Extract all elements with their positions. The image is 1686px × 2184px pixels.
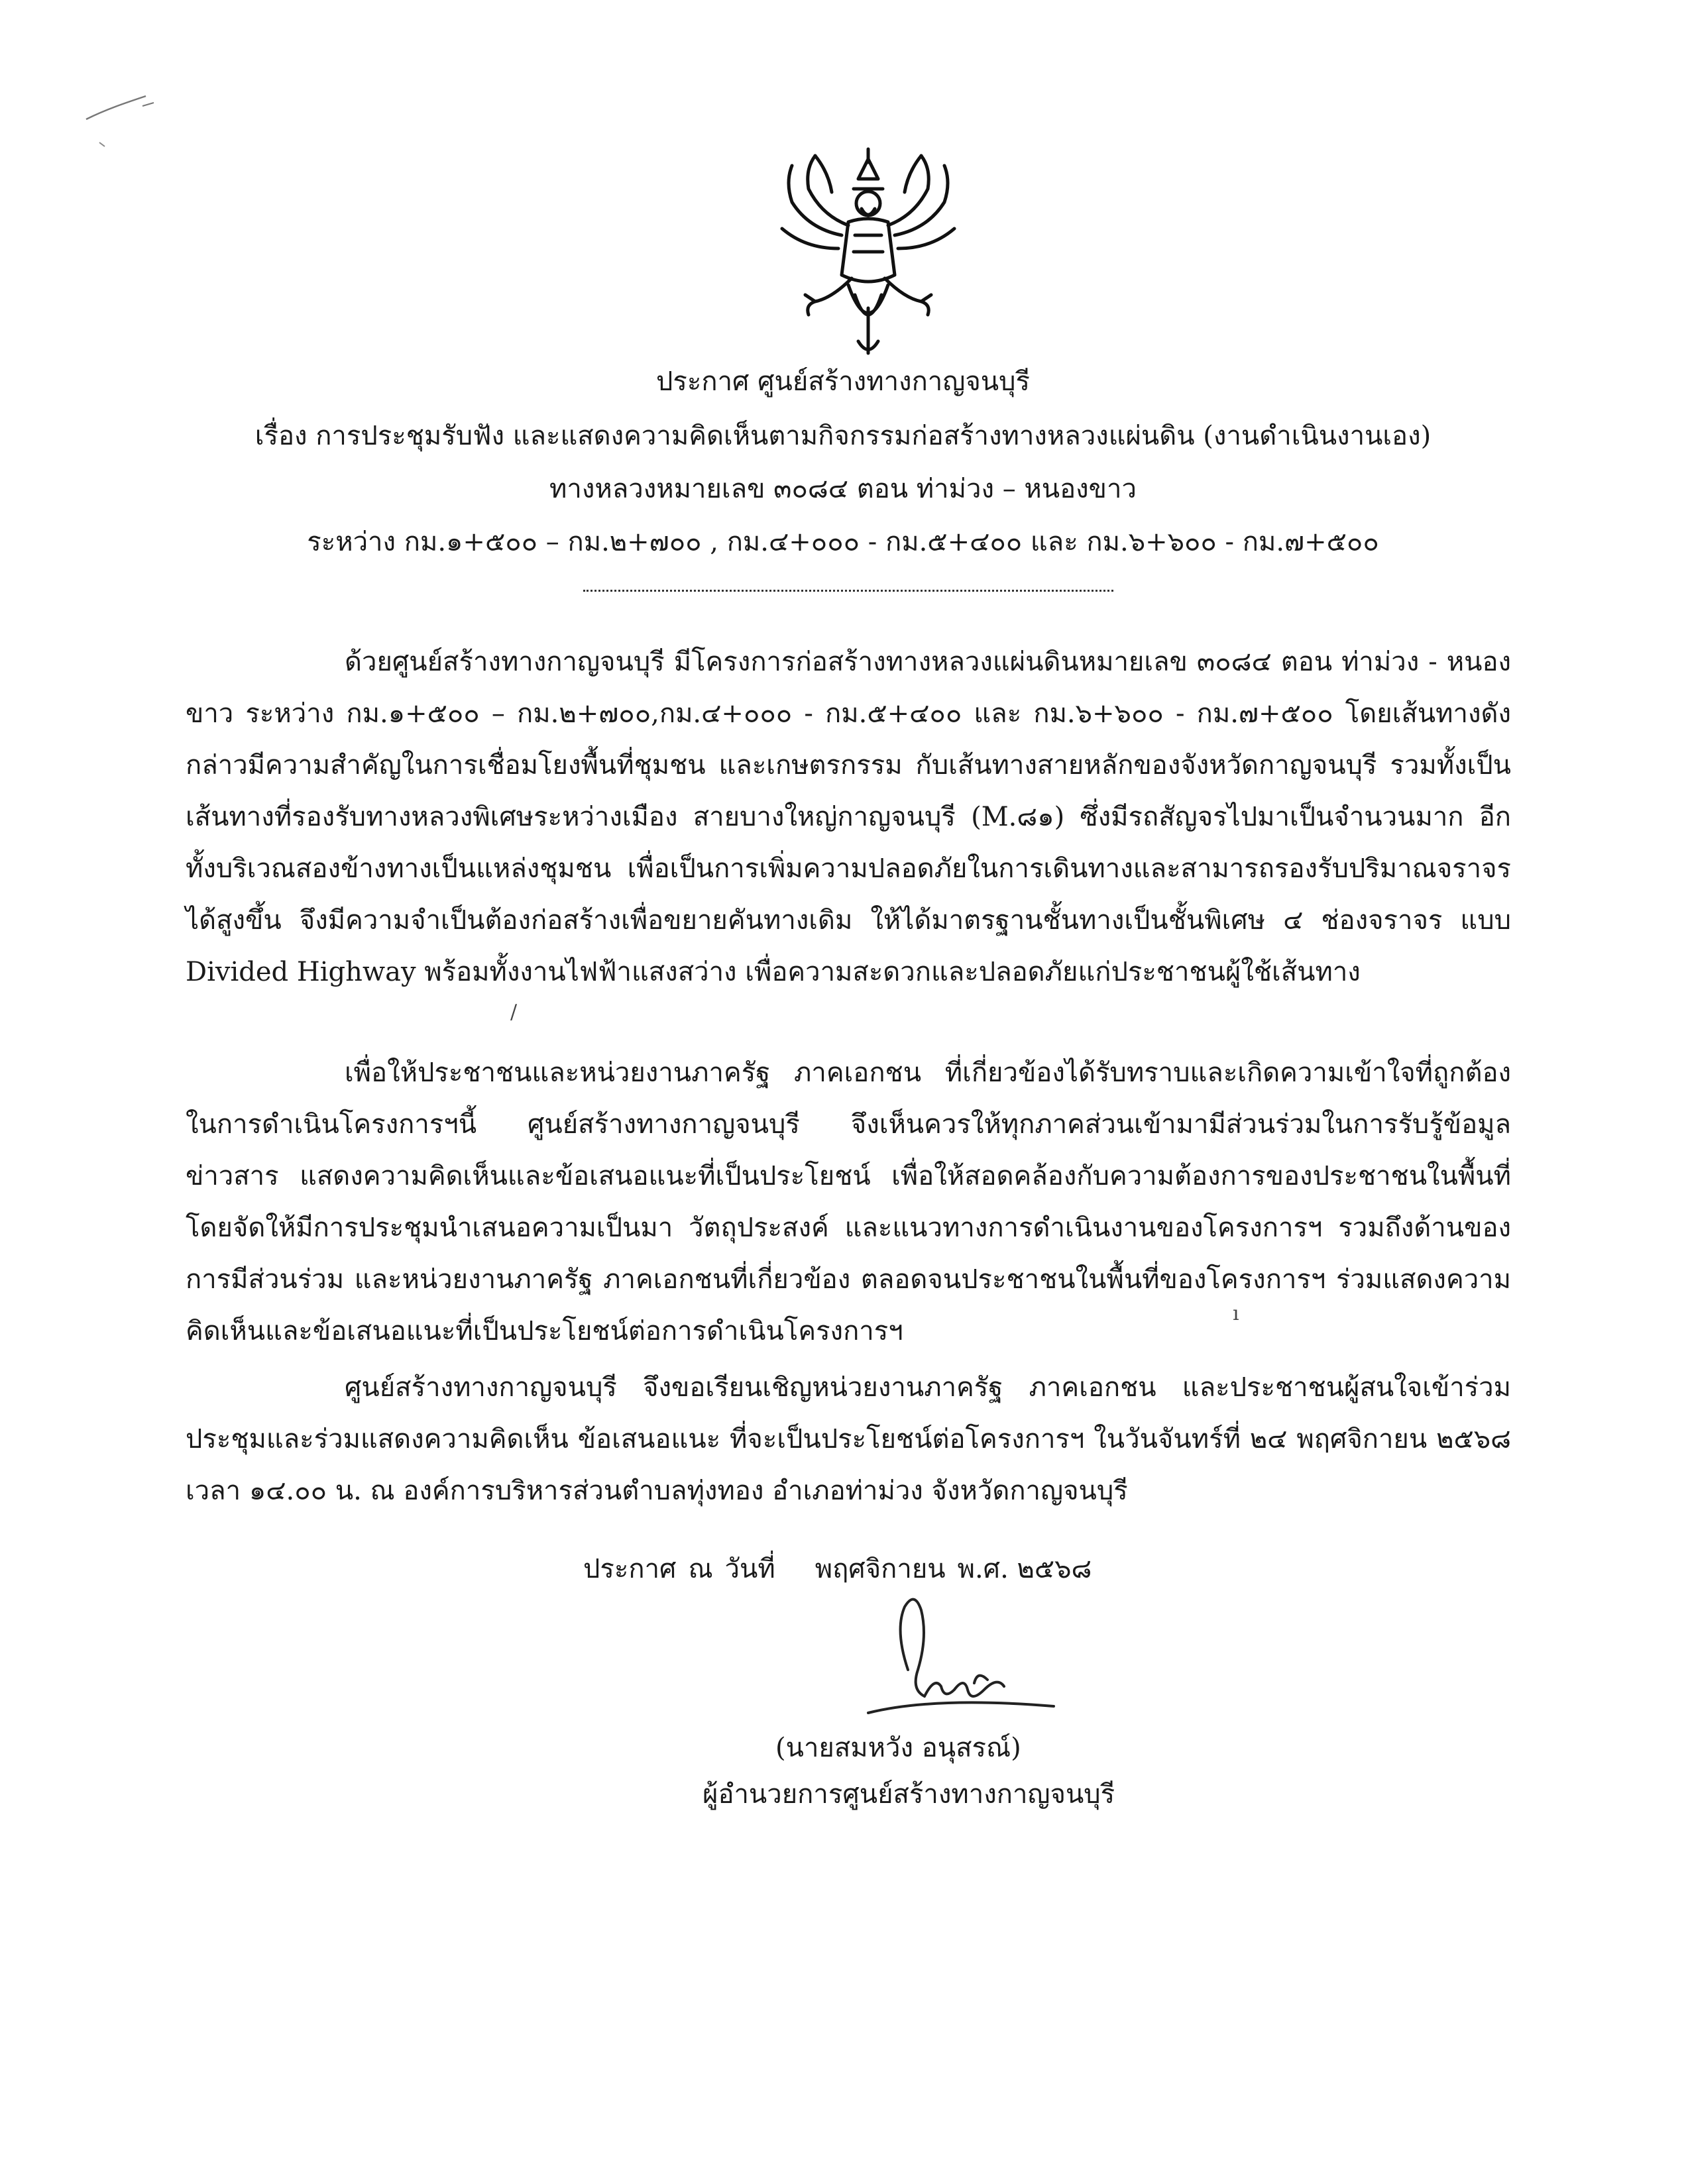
body-paragraph-2 — [186, 1047, 1511, 1357]
paragraph-2-text: เพื่อให้ประชาชนและหน่วยงานภาครัฐ ภาคเอกชน ที่เกี่ยวข้องได้รับทราบและเกิดความเข้าใจที่ถูกต้องในการดำเนินโครงการฯนี้ ศูนย์สร้างทางกาญจนบุรี จึงเห็นควรให้ทุกภาคส่วนเข้ามามีส่วนร่วมในการรับรู้ข้อมูลข่าวสาร แสดงความคิดเห็นและข้อเสนอแนะที่เป็นประโยชน์ เพื่อให้สอดคล้องกับความต้องการของประชาชนในพื้นที่ โดยจัดให้มีการประชุมนำเสนอความเป็นมา วัตถุประสงค์ และแนวทางการดำเนินงานของโครงการฯ รวมถึงด้านของการมีส่วนร่วม และหน่วยงานภาครัฐ ภาคเอกชนที่เกี่ยวข้อง ตลอดจนประชาชนในพื้นที่ของโครงการฯ ร่วมแสดงความคิดเห็นและข้อเสนอแนะที่เป็นประโยชน์ต่อการดำเนินโครงการฯ — [186, 1058, 1511, 1346]
paragraph-1-text: ด้วยศูนย์สร้างทางกาญจนบุรี มีโครงการก่อสร้างทางหลวงแผ่นดินหมายเลข ๓๐๘๔ ตอน ท่าม่วง - หนองขาว ระหว่าง กม.๑+๕๐๐ – กม.๒+๗๐๐,กม.๔+๐๐๐ - กม.๕+๔๐๐ และ กม.๖+๖๐๐ - กม.๗+๕๐๐ โดยเส้นทางดังกล่าวมีความสำคัญในการเชื่อมโยงพื้นที่ชุมชน และเกษตรกรรม กับเส้นทางสายหลักของจังหวัดกาญจนบุรี รวมทั้งเป็นเส้นทางที่รองรับทางหลวงพิเศษระหว่างเมือง สายบางใหญ่กาญจนบุรี (M.๘๑) ซึ่งมีรถสัญจรไปมาเป็นจำนวนมาก อีกทั้งบริเวณสองข้างทางเป็นแหล่งชุมชน เพื่อเป็นการเพิ่มความปลอดภัยในการเดินทางและสามารถรองรับปริมาณจราจรได้สูงขึ้น จึงมีความจำเป็นต้องก่อสร้างเพื่อขยายคันทางเดิม ให้ได้มาตรฐานชั้นทางเป็นชั้นพิเศษ ๔ ช่องจราจร แบบ Divided Highway พร้อมทั้งงานไฟฟ้าแสงสว่าง เพื่อความสะดวกและปลอดภัยแก่ประชาชนผู้ใช้เส้นทาง — [186, 647, 1511, 987]
stray-mark-speck: ı — [1233, 1302, 1239, 1325]
stray-mark-speck: / — [510, 1001, 518, 1024]
dotted-divider — [583, 590, 1113, 592]
signer-name: (นายสมหวัง อนุสรณ์) — [775, 1733, 1021, 1763]
paragraph-3-text: ศูนย์สร้างทางกาญจนบุรี จึงขอเรียนเชิญหน่วยงานภาครัฐ ภาคเอกชน และประชาชนผู้สนใจเข้าร่วมประชุมและร่วมแสดงความคิดเห็น ข้อเสนอแนะ ที่จะเป็นประโยชน์ต่อโครงการฯ ในวันจันทร์ที่ ๒๔ พฤศจิกายน ๒๕๖๘ เวลา ๑๔.๐๐ น. ณ องค์การบริหารส่วนตำบลทุ่งทอง อำเภอท่าม่วง จังหวัดกาญจนบุรี — [186, 1372, 1511, 1506]
announcement-title: ประกาศ ศูนย์สร้างทางกาญจนบุรี — [656, 366, 1030, 397]
highway-line: ทางหลวงหมายเลข ๓๐๘๔ ตอน ท่าม่วง – หนองขาว — [549, 474, 1137, 504]
handwritten-signature — [855, 1590, 1067, 1736]
announcement-date-line — [583, 1551, 1092, 1588]
body-paragraph-1 — [186, 636, 1511, 998]
at-label: ณ — [688, 1554, 713, 1584]
stray-pen-mark-icon — [80, 83, 159, 156]
garuda-emblem-icon — [769, 142, 968, 361]
month-label: พฤศจิกายน — [815, 1554, 946, 1584]
announced-label: ประกาศ — [583, 1554, 677, 1584]
date-label: วันที่ — [724, 1554, 775, 1584]
signer-position: ผู้อำนวยการศูนย์สร้างทางกาญจนบุรี — [702, 1779, 1115, 1810]
body-paragraph-3 — [186, 1362, 1511, 1517]
section-range-line: ระหว่าง กม.๑+๕๐๐ – กม.๒+๗๐๐ , กม.๔+๐๐๐ - กม.๕+๔๐๐ และ กม.๖+๖๐๐ - กม.๗+๕๐๐ — [307, 527, 1379, 557]
announcement-subject: เรื่อง การประชุมรับฟัง และแสดงความคิดเห็นตามกิจกรรมก่อสร้างทางหลวงแผ่นดิน (งานดำเนินงานเอง) — [254, 421, 1432, 451]
year-label: พ.ศ. ๒๕๖๘ — [957, 1554, 1092, 1584]
